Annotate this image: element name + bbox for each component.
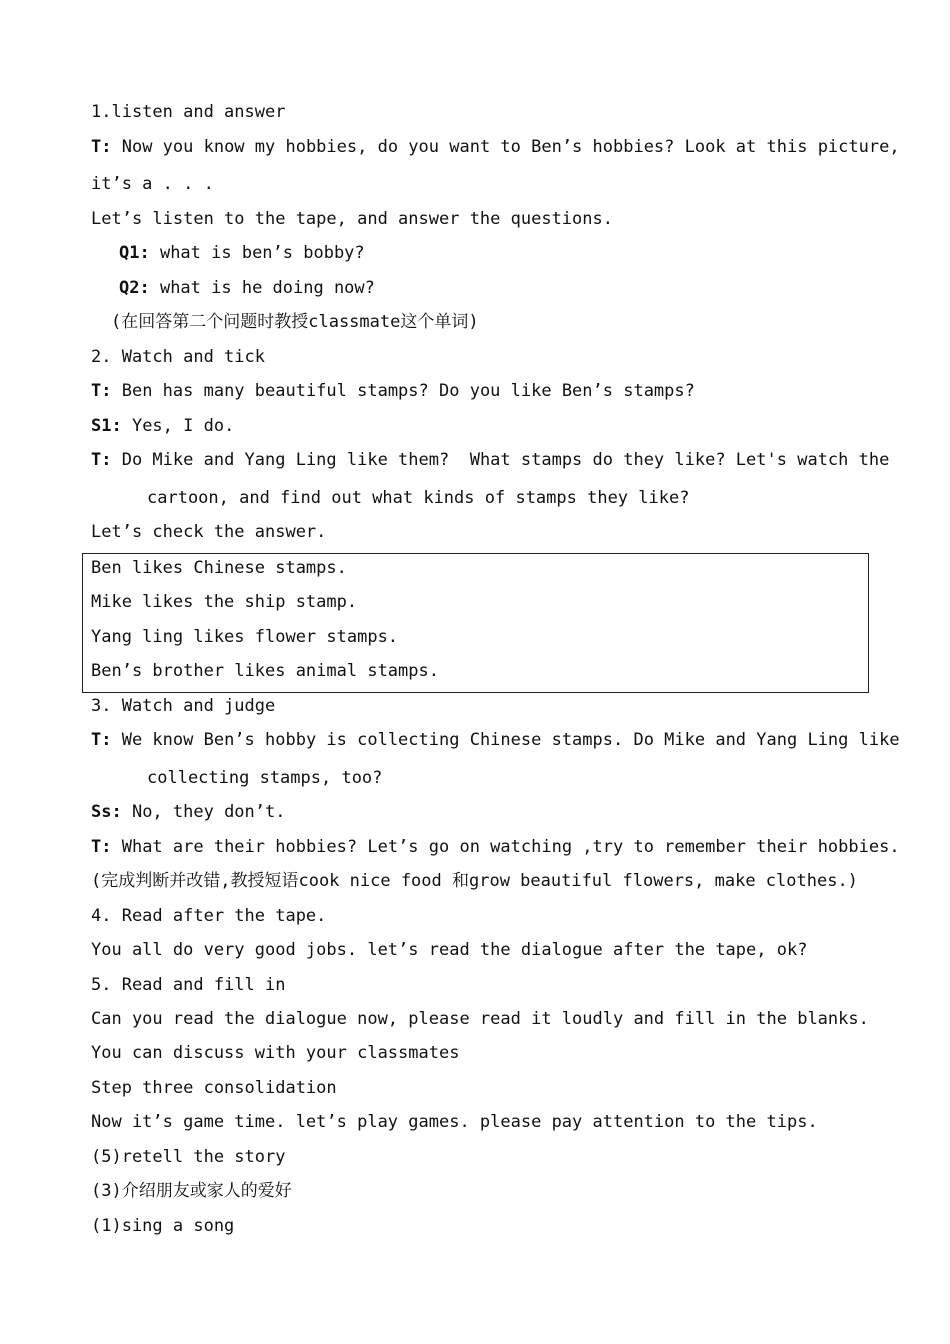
student-line-yes	[91, 415, 234, 437]
line-text: Yes, I do.	[121, 416, 235, 436]
line-continuation: collecting stamps, too?	[147, 768, 383, 788]
instruction-game-time: Now it’s game time. let’s play games. please pay attention to the tips.	[91, 1112, 818, 1132]
game-tip-retell: (5)retell the story	[91, 1147, 286, 1167]
section-step-three: Step three consolidation	[91, 1078, 337, 1098]
section-read-and-fill: 5. Read and fill in	[91, 975, 286, 995]
answer-row: Ben likes Chinese stamps.	[91, 558, 347, 578]
line-continuation: cartoon, and find out what kinds of stamps they like?	[147, 488, 690, 508]
game-tip-sing: (1)sing a song	[91, 1216, 235, 1236]
question-1	[119, 242, 365, 264]
teaching-note-classmate: (在回答第二个问题时教授classmate这个单词)	[111, 312, 479, 332]
answer-row: Mike likes the ship stamp.	[91, 592, 358, 612]
teacher-line-their-hobbies	[91, 836, 900, 858]
instruction-listen-tape: Let’s listen to the tape, and answer the questions.	[91, 209, 613, 229]
line-text: Do Mike and Yang Ling like them? What stamps do they like? Let's watch the	[111, 450, 890, 470]
students-line-no	[91, 801, 285, 823]
question-text: what is he doing now?	[149, 278, 375, 298]
section-watch-and-tick: 2. Watch and tick	[91, 347, 265, 367]
speaker-label: Ss:	[91, 802, 122, 822]
line-text: We know Ben’s hobby is collecting Chinese stamps. Do Mike and Yang Ling like	[111, 730, 900, 750]
line-continuation: it’s a . . .	[91, 174, 214, 194]
question-2	[119, 277, 375, 299]
question-label: Q2:	[119, 278, 150, 298]
instruction-check-answer: Let’s check the answer.	[91, 522, 327, 542]
question-text: what is ben’s bobby?	[149, 243, 365, 263]
teacher-line-stamps	[91, 380, 695, 402]
instruction-fill-blanks: Can you read the dialogue now, please read it loudly and fill in the blanks.	[91, 1009, 869, 1029]
section-read-after-tape: 4. Read after the tape.	[91, 906, 327, 926]
speaker-label: S1:	[91, 416, 122, 436]
teacher-line-cartoon	[91, 449, 889, 471]
question-label: Q1:	[119, 243, 150, 263]
line-text: Ben has many beautiful stamps? Do you like Ben’s stamps?	[111, 381, 695, 401]
answer-row: Ben’s brother likes animal stamps.	[91, 661, 439, 681]
teacher-line-hobbies	[91, 136, 900, 158]
teacher-line-collecting	[91, 729, 900, 751]
line-text: No, they don’t.	[121, 802, 286, 822]
section-listen-and-answer: 1.listen and answer	[91, 102, 286, 122]
game-tip-introduce: (3)介绍朋友或家人的爱好	[91, 1181, 292, 1201]
teaching-note-phrases: (完成判断并改错,教授短语cook nice food 和grow beautiful flowers, make clothes.)	[91, 871, 858, 891]
speaker-label: T:	[91, 730, 112, 750]
speaker-label: T:	[91, 137, 112, 157]
section-watch-and-judge: 3. Watch and judge	[91, 696, 276, 716]
answer-row: Yang ling likes flower stamps.	[91, 627, 399, 647]
instruction-discuss: You can discuss with your classmates	[91, 1043, 460, 1063]
line-text: Now you know my hobbies, do you want to Ben’s hobbies? Look at this picture,	[111, 137, 900, 157]
speaker-label: T:	[91, 837, 112, 857]
line-text: What are their hobbies? Let’s go on watching ,try to remember their hobbies.	[111, 837, 900, 857]
speaker-label: T:	[91, 450, 112, 470]
speaker-label: T:	[91, 381, 112, 401]
instruction-read-dialogue: You all do very good jobs. let’s read the dialogue after the tape, ok?	[91, 940, 808, 960]
answer-box	[82, 553, 869, 693]
